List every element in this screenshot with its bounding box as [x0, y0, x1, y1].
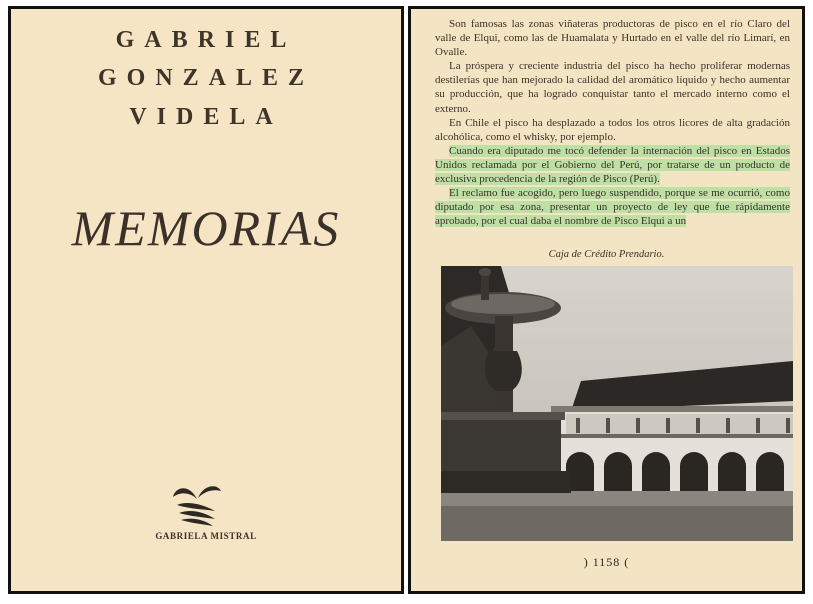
- page-number: ) 1158 (: [583, 555, 630, 569]
- building-photo: [441, 266, 793, 541]
- book-title: MEMORIAS: [71, 200, 341, 256]
- paragraph: La próspera y creciente industria del pisco ha hecho proliferar modernas destilerías que han mejorado la calidad del aromático líquido y hecho aumentar su producción, que ha logrado conquistar tanto el mercado interno como el externo.: [435, 60, 790, 115]
- publisher-name: GABRIELA MISTRAL: [155, 531, 257, 541]
- book-page: [408, 6, 805, 594]
- highlighted-paragraph: [435, 186, 790, 228]
- highlight: Cuando era diputado me tocó defender la internación del pisco en Estados Unidos reclamada por el Gobierno del Perú, por tratarse de un producto de exclusiva procedencia de la región de Pisco (Perú).: [435, 144, 790, 186]
- author-last-name: VIDELA: [129, 104, 283, 130]
- author-first-name: GABRIEL: [115, 27, 297, 53]
- highlight: El reclamo fue acogido, pero luego suspendido, porque se me ocurrió, como diputado por esa zona, presentar un proyecto de ley que fue rápidamente aprobado, por el cual daba el nombre de Pisco Elqui a un: [435, 187, 790, 228]
- author-middle-name: GONZALEZ: [97, 65, 315, 91]
- bird-leaf-logo-icon: [171, 481, 223, 529]
- book-cover: [8, 6, 404, 594]
- photo-caption: Caja de Crédito Prendario.: [548, 249, 665, 260]
- paragraph: En Chile el pisco ha desplazado a todos los otros licores de alta gradación alcohólica, como el whisky, por ejemplo.: [435, 116, 790, 143]
- paragraph: Son famosas las zonas viñateras productoras de pisco en el río Claro del valle de Elqui, como las de Huamalata y Hurtado en el valle del río Limarí, en Ovalle.: [435, 18, 790, 59]
- highlighted-paragraph: [435, 144, 790, 186]
- page-body-text: [435, 17, 790, 228]
